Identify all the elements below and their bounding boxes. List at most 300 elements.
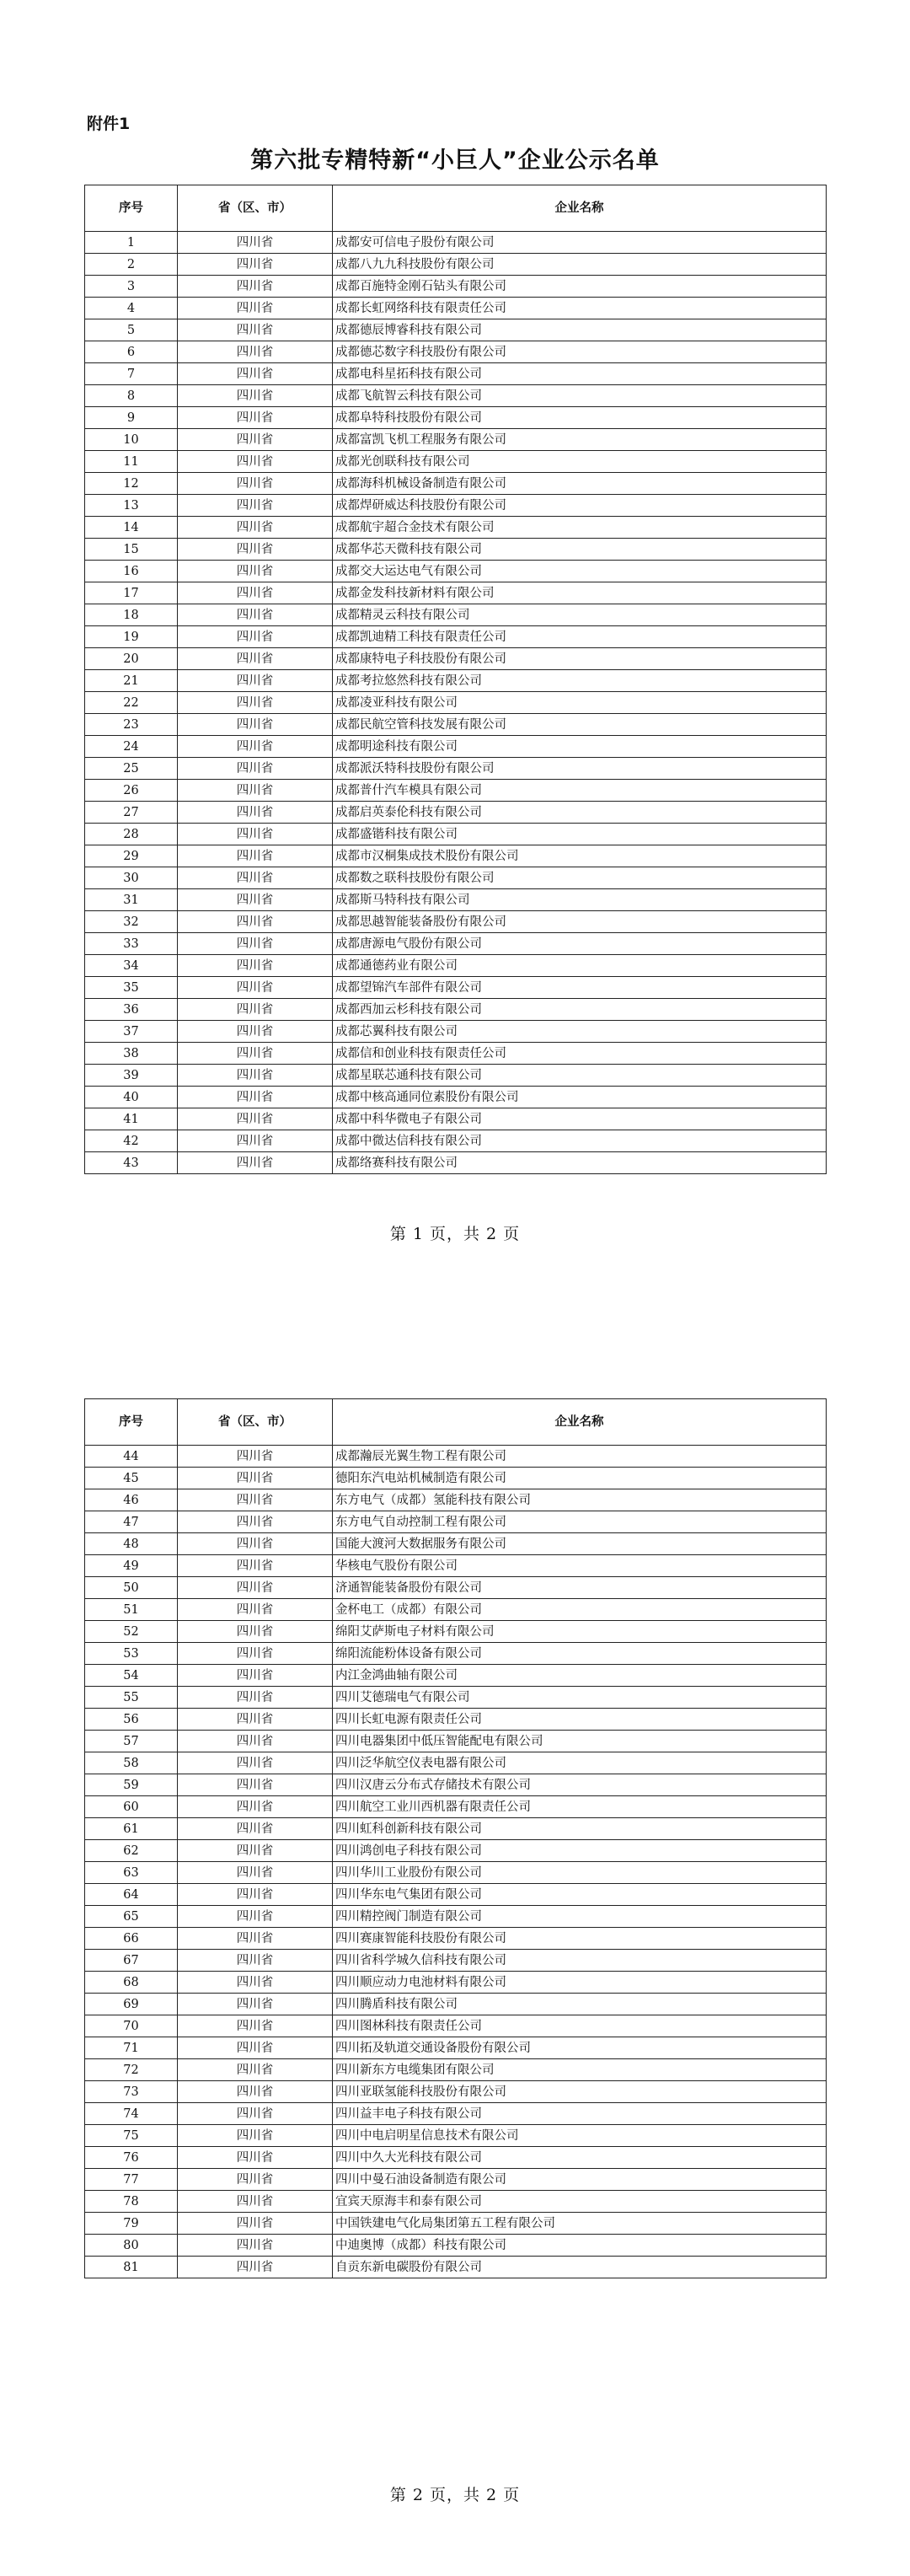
row-company-name: 四川华东电气集团有限公司	[333, 1884, 827, 1906]
table-row	[85, 473, 827, 495]
company-list-table-page-1	[84, 185, 827, 1174]
row-company-name: 成都富凯飞机工程服务有限公司	[333, 429, 827, 451]
row-number: 70	[85, 2015, 178, 2037]
row-number: 78	[85, 2191, 178, 2213]
table-row	[85, 780, 827, 802]
row-number: 9	[85, 407, 178, 429]
row-province: 四川省	[178, 298, 333, 319]
table-header-row	[85, 1399, 827, 1446]
row-number: 2	[85, 254, 178, 276]
company-list-table-page-2	[84, 1398, 827, 2278]
row-number: 30	[85, 867, 178, 889]
row-number: 40	[85, 1087, 178, 1108]
row-number: 44	[85, 1446, 178, 1468]
row-company-name: 成都明途科技有限公司	[333, 736, 827, 758]
row-company-name: 成都中科华微电子有限公司	[333, 1108, 827, 1130]
table-row	[85, 824, 827, 845]
row-company-name: 四川亚联氢能科技股份有限公司	[333, 2081, 827, 2103]
row-province: 四川省	[178, 1665, 333, 1687]
table-row	[85, 802, 827, 824]
row-province: 四川省	[178, 1577, 333, 1599]
row-province: 四川省	[178, 1511, 333, 1533]
row-company-name: 成都市汉桐集成技术股份有限公司	[333, 845, 827, 867]
row-province: 四川省	[178, 758, 333, 780]
row-province: 四川省	[178, 648, 333, 670]
row-province: 四川省	[178, 2037, 333, 2059]
table-row	[85, 1087, 827, 1108]
attachment-label: 附件1	[87, 115, 131, 133]
row-province: 四川省	[178, 933, 333, 955]
row-province: 四川省	[178, 2213, 333, 2235]
row-province: 四川省	[178, 824, 333, 845]
row-company-name: 四川新东方电缆集团有限公司	[333, 2059, 827, 2081]
row-province: 四川省	[178, 911, 333, 933]
table-row	[85, 1752, 827, 1774]
row-province: 四川省	[178, 1446, 333, 1468]
header-company: 企业名称	[333, 185, 827, 232]
table-row	[85, 1511, 827, 1533]
table-row	[85, 1108, 827, 1130]
table-row	[85, 1950, 827, 1972]
row-company-name: 成都启英泰伦科技有限公司	[333, 802, 827, 824]
row-company-name: 绵阳流能粉体设备有限公司	[333, 1643, 827, 1665]
table-row	[85, 1994, 827, 2015]
row-province: 四川省	[178, 802, 333, 824]
row-number: 18	[85, 604, 178, 626]
row-number: 6	[85, 341, 178, 363]
row-number: 15	[85, 539, 178, 561]
row-company-name: 绵阳艾萨斯电子材料有限公司	[333, 1621, 827, 1643]
row-province: 四川省	[178, 1709, 333, 1731]
row-province: 四川省	[178, 889, 333, 911]
table-row	[85, 692, 827, 714]
row-company-name: 四川拓及轨道交通设备股份有限公司	[333, 2037, 827, 2059]
table-row	[85, 1468, 827, 1489]
row-province: 四川省	[178, 2125, 333, 2147]
table-row	[85, 2257, 827, 2278]
table-row	[85, 2169, 827, 2191]
row-number: 61	[85, 1818, 178, 1840]
table-row	[85, 1774, 827, 1796]
table-row	[85, 999, 827, 1021]
table-row	[85, 407, 827, 429]
header-no: 序号	[85, 185, 178, 232]
row-number: 20	[85, 648, 178, 670]
row-company-name: 成都思越智能装备股份有限公司	[333, 911, 827, 933]
row-number: 60	[85, 1796, 178, 1818]
row-company-name: 四川艾德瑞电气有限公司	[333, 1687, 827, 1709]
table-row	[85, 385, 827, 407]
row-company-name: 四川汉唐云分布式存储技术有限公司	[333, 1774, 827, 1796]
row-number: 21	[85, 670, 178, 692]
row-number: 71	[85, 2037, 178, 2059]
row-province: 四川省	[178, 1489, 333, 1511]
table-row	[85, 1555, 827, 1577]
row-province: 四川省	[178, 429, 333, 451]
row-province: 四川省	[178, 1599, 333, 1621]
row-number: 80	[85, 2235, 178, 2257]
row-province: 四川省	[178, 232, 333, 254]
row-company-name: 成都芯翼科技有限公司	[333, 1021, 827, 1043]
row-number: 49	[85, 1555, 178, 1577]
row-company-name: 四川省科学城久信科技有限公司	[333, 1950, 827, 1972]
row-province: 四川省	[178, 582, 333, 604]
row-company-name: 东方电气自动控制工程有限公司	[333, 1511, 827, 1533]
row-number: 29	[85, 845, 178, 867]
row-company-name: 四川中久大光科技有限公司	[333, 2147, 827, 2169]
row-province: 四川省	[178, 473, 333, 495]
table-row	[85, 495, 827, 517]
table-row	[85, 1906, 827, 1928]
row-company-name: 成都派沃特科技股份有限公司	[333, 758, 827, 780]
row-company-name: 成都德辰博睿科技有限公司	[333, 319, 827, 341]
row-company-name: 成都飞航智云科技有限公司	[333, 385, 827, 407]
row-company-name: 华核电气股份有限公司	[333, 1555, 827, 1577]
table-row	[85, 1130, 827, 1152]
row-number: 59	[85, 1774, 178, 1796]
header-company: 企业名称	[333, 1399, 827, 1446]
row-number: 79	[85, 2213, 178, 2235]
row-company-name: 金杯电工（成都）有限公司	[333, 1599, 827, 1621]
row-company-name: 成都长虹网络科技有限责任公司	[333, 298, 827, 319]
row-company-name: 成都考拉悠然科技有限公司	[333, 670, 827, 692]
row-number: 17	[85, 582, 178, 604]
row-number: 57	[85, 1731, 178, 1752]
row-number: 19	[85, 626, 178, 648]
row-number: 4	[85, 298, 178, 319]
row-company-name: 成都光创联科技有限公司	[333, 451, 827, 473]
row-number: 48	[85, 1533, 178, 1555]
row-province: 四川省	[178, 2147, 333, 2169]
row-province: 四川省	[178, 2191, 333, 2213]
table-body-page-2	[85, 1446, 827, 2278]
table-row	[85, 2235, 827, 2257]
row-province: 四川省	[178, 1884, 333, 1906]
row-company-name: 成都斯马特科技有限公司	[333, 889, 827, 911]
table-row	[85, 2037, 827, 2059]
header-province: 省（区、市）	[178, 1399, 333, 1446]
row-province: 四川省	[178, 385, 333, 407]
row-company-name: 成都瀚辰光翼生物工程有限公司	[333, 1446, 827, 1468]
table-header-row	[85, 185, 827, 232]
row-company-name: 内江金鸿曲轴有限公司	[333, 1665, 827, 1687]
table-row	[85, 2059, 827, 2081]
table-row	[85, 2213, 827, 2235]
table-row	[85, 582, 827, 604]
row-number: 56	[85, 1709, 178, 1731]
row-province: 四川省	[178, 1108, 333, 1130]
row-number: 27	[85, 802, 178, 824]
row-company-name: 四川长虹电源有限责任公司	[333, 1709, 827, 1731]
header-no: 序号	[85, 1399, 178, 1446]
row-province: 四川省	[178, 1468, 333, 1489]
table-row	[85, 867, 827, 889]
row-province: 四川省	[178, 451, 333, 473]
table-row	[85, 1021, 827, 1043]
row-company-name: 成都百施特金刚石钻头有限公司	[333, 276, 827, 298]
table-row	[85, 1796, 827, 1818]
row-province: 四川省	[178, 1021, 333, 1043]
table-row	[85, 1643, 827, 1665]
row-company-name: 成都海科机械设备制造有限公司	[333, 473, 827, 495]
row-company-name: 四川航空工业川西机器有限责任公司	[333, 1796, 827, 1818]
row-number: 74	[85, 2103, 178, 2125]
row-number: 58	[85, 1752, 178, 1774]
row-number: 54	[85, 1665, 178, 1687]
table-row	[85, 648, 827, 670]
row-province: 四川省	[178, 1752, 333, 1774]
table-row	[85, 2125, 827, 2147]
row-province: 四川省	[178, 714, 333, 736]
table-row	[85, 626, 827, 648]
row-province: 四川省	[178, 2169, 333, 2191]
table-row	[85, 1818, 827, 1840]
row-number: 41	[85, 1108, 178, 1130]
table-row	[85, 736, 827, 758]
table-body-page-1	[85, 232, 827, 1174]
row-province: 四川省	[178, 1774, 333, 1796]
row-number: 32	[85, 911, 178, 933]
row-company-name: 成都星联芯通科技有限公司	[333, 1065, 827, 1087]
row-company-name: 成都金发科技新材料有限公司	[333, 582, 827, 604]
row-company-name: 宜宾天原海丰和泰有限公司	[333, 2191, 827, 2213]
row-number: 38	[85, 1043, 178, 1065]
row-number: 39	[85, 1065, 178, 1087]
row-number: 62	[85, 1840, 178, 1862]
row-number: 24	[85, 736, 178, 758]
row-province: 四川省	[178, 319, 333, 341]
row-company-name: 成都中微达信科技有限公司	[333, 1130, 827, 1152]
table-row	[85, 1621, 827, 1643]
page-footer: 第 2 页，共 2 页	[389, 2486, 521, 2504]
table-row	[85, 889, 827, 911]
row-province: 四川省	[178, 1906, 333, 1928]
table-row	[85, 911, 827, 933]
table-row	[85, 1489, 827, 1511]
row-province: 四川省	[178, 604, 333, 626]
row-company-name: 四川精控阀门制造有限公司	[333, 1906, 827, 1928]
row-province: 四川省	[178, 1928, 333, 1950]
table-row	[85, 1665, 827, 1687]
table-row	[85, 977, 827, 999]
table-row	[85, 539, 827, 561]
row-province: 四川省	[178, 2081, 333, 2103]
table-row	[85, 1709, 827, 1731]
row-province: 四川省	[178, 1731, 333, 1752]
row-company-name: 自贡东新电碳股份有限公司	[333, 2257, 827, 2278]
row-province: 四川省	[178, 1994, 333, 2015]
row-province: 四川省	[178, 407, 333, 429]
row-number: 3	[85, 276, 178, 298]
row-province: 四川省	[178, 626, 333, 648]
table-row	[85, 1533, 827, 1555]
table-row	[85, 758, 827, 780]
row-company-name: 成都西加云杉科技有限公司	[333, 999, 827, 1021]
row-company-name: 成都盛锴科技有限公司	[333, 824, 827, 845]
table-row	[85, 1577, 827, 1599]
row-province: 四川省	[178, 1643, 333, 1665]
row-province: 四川省	[178, 1087, 333, 1108]
row-number: 7	[85, 363, 178, 385]
table-row	[85, 1446, 827, 1468]
row-number: 8	[85, 385, 178, 407]
row-province: 四川省	[178, 495, 333, 517]
row-company-name: 中国铁建电气化局集团第五工程有限公司	[333, 2213, 827, 2235]
row-company-name: 东方电气（成都）氢能科技有限公司	[333, 1489, 827, 1511]
row-number: 53	[85, 1643, 178, 1665]
row-number: 68	[85, 1972, 178, 1994]
row-company-name: 成都民航空管科技发展有限公司	[333, 714, 827, 736]
row-company-name: 四川虹科创新科技有限公司	[333, 1818, 827, 1840]
table-row	[85, 2081, 827, 2103]
row-company-name: 中迪奥博（成都）科技有限公司	[333, 2235, 827, 2257]
row-number: 28	[85, 824, 178, 845]
row-province: 四川省	[178, 363, 333, 385]
table-row	[85, 363, 827, 385]
table-row	[85, 276, 827, 298]
row-province: 四川省	[178, 780, 333, 802]
table-row	[85, 319, 827, 341]
row-company-name: 四川赛康智能科技股份有限公司	[333, 1928, 827, 1950]
row-province: 四川省	[178, 2059, 333, 2081]
document-title: 第六批专精特新“小巨人”企业公示名单	[250, 148, 660, 174]
row-company-name: 成都唐源电气股份有限公司	[333, 933, 827, 955]
row-number: 67	[85, 1950, 178, 1972]
row-number: 23	[85, 714, 178, 736]
row-number: 1	[85, 232, 178, 254]
table-row	[85, 561, 827, 582]
row-number: 72	[85, 2059, 178, 2081]
row-company-name: 成都通德药业有限公司	[333, 955, 827, 977]
row-province: 四川省	[178, 977, 333, 999]
row-number: 75	[85, 2125, 178, 2147]
row-number: 52	[85, 1621, 178, 1643]
row-number: 66	[85, 1928, 178, 1950]
table-row	[85, 451, 827, 473]
row-number: 69	[85, 1994, 178, 2015]
table-row	[85, 1065, 827, 1087]
table-row	[85, 2015, 827, 2037]
row-number: 63	[85, 1862, 178, 1884]
row-province: 四川省	[178, 955, 333, 977]
table-row	[85, 2191, 827, 2213]
row-number: 65	[85, 1906, 178, 1928]
row-company-name: 四川中曼石油设备制造有限公司	[333, 2169, 827, 2191]
row-company-name: 国能大渡河大数据服务有限公司	[333, 1533, 827, 1555]
table-row	[85, 1731, 827, 1752]
row-province: 四川省	[178, 2015, 333, 2037]
row-company-name: 四川电器集团中低压智能配电有限公司	[333, 1731, 827, 1752]
table-row	[85, 2103, 827, 2125]
row-company-name: 成都焊研威达科技股份有限公司	[333, 495, 827, 517]
row-number: 45	[85, 1468, 178, 1489]
row-province: 四川省	[178, 2235, 333, 2257]
row-company-name: 四川益丰电子科技有限公司	[333, 2103, 827, 2125]
table-row	[85, 232, 827, 254]
table-row	[85, 2147, 827, 2169]
row-company-name: 成都电科星拓科技有限公司	[333, 363, 827, 385]
row-number: 51	[85, 1599, 178, 1621]
row-province: 四川省	[178, 1152, 333, 1174]
row-company-name: 成都阜特科技股份有限公司	[333, 407, 827, 429]
row-province: 四川省	[178, 1818, 333, 1840]
table-row	[85, 517, 827, 539]
row-number: 47	[85, 1511, 178, 1533]
row-company-name: 成都中核高通同位素股份有限公司	[333, 1087, 827, 1108]
row-province: 四川省	[178, 1621, 333, 1643]
row-number: 22	[85, 692, 178, 714]
row-number: 46	[85, 1489, 178, 1511]
row-province: 四川省	[178, 561, 333, 582]
table-row	[85, 1928, 827, 1950]
table-row	[85, 604, 827, 626]
row-company-name: 四川顺应动力电池材料有限公司	[333, 1972, 827, 1994]
row-number: 36	[85, 999, 178, 1021]
row-province: 四川省	[178, 539, 333, 561]
row-province: 四川省	[178, 1533, 333, 1555]
row-province: 四川省	[178, 1065, 333, 1087]
row-number: 73	[85, 2081, 178, 2103]
table-row	[85, 955, 827, 977]
table-row	[85, 1152, 827, 1174]
row-company-name: 四川图林科技有限责任公司	[333, 2015, 827, 2037]
row-company-name: 成都凌亚科技有限公司	[333, 692, 827, 714]
row-company-name: 成都航宇超合金技术有限公司	[333, 517, 827, 539]
row-company-name: 四川腾盾科技有限公司	[333, 1994, 827, 2015]
row-province: 四川省	[178, 2257, 333, 2278]
row-company-name: 成都德芯数字科技股份有限公司	[333, 341, 827, 363]
row-company-name: 成都望锦汽车部件有限公司	[333, 977, 827, 999]
table-row	[85, 1687, 827, 1709]
row-province: 四川省	[178, 1555, 333, 1577]
row-province: 四川省	[178, 1862, 333, 1884]
row-company-name: 四川泛华航空仪表电器有限公司	[333, 1752, 827, 1774]
row-province: 四川省	[178, 692, 333, 714]
row-number: 81	[85, 2257, 178, 2278]
row-province: 四川省	[178, 845, 333, 867]
row-number: 77	[85, 2169, 178, 2191]
row-company-name: 成都康特电子科技股份有限公司	[333, 648, 827, 670]
table-row	[85, 1972, 827, 1994]
row-province: 四川省	[178, 254, 333, 276]
row-company-name: 四川鸿创电子科技有限公司	[333, 1840, 827, 1862]
row-company-name: 济通智能装备股份有限公司	[333, 1577, 827, 1599]
row-number: 55	[85, 1687, 178, 1709]
row-province: 四川省	[178, 1840, 333, 1862]
row-province: 四川省	[178, 736, 333, 758]
row-province: 四川省	[178, 276, 333, 298]
row-province: 四川省	[178, 1972, 333, 1994]
row-company-name: 成都络赛科技有限公司	[333, 1152, 827, 1174]
row-company-name: 成都信和创业科技有限责任公司	[333, 1043, 827, 1065]
row-province: 四川省	[178, 670, 333, 692]
page-footer: 第 1 页，共 2 页	[389, 1225, 521, 1243]
row-number: 64	[85, 1884, 178, 1906]
table-row	[85, 1840, 827, 1862]
row-company-name: 成都精灵云科技有限公司	[333, 604, 827, 626]
row-number: 10	[85, 429, 178, 451]
table-row	[85, 1884, 827, 1906]
row-number: 42	[85, 1130, 178, 1152]
row-province: 四川省	[178, 1796, 333, 1818]
table-row	[85, 845, 827, 867]
row-number: 43	[85, 1152, 178, 1174]
row-province: 四川省	[178, 517, 333, 539]
row-number: 14	[85, 517, 178, 539]
row-number: 13	[85, 495, 178, 517]
table-row	[85, 1599, 827, 1621]
row-company-name: 四川华川工业股份有限公司	[333, 1862, 827, 1884]
